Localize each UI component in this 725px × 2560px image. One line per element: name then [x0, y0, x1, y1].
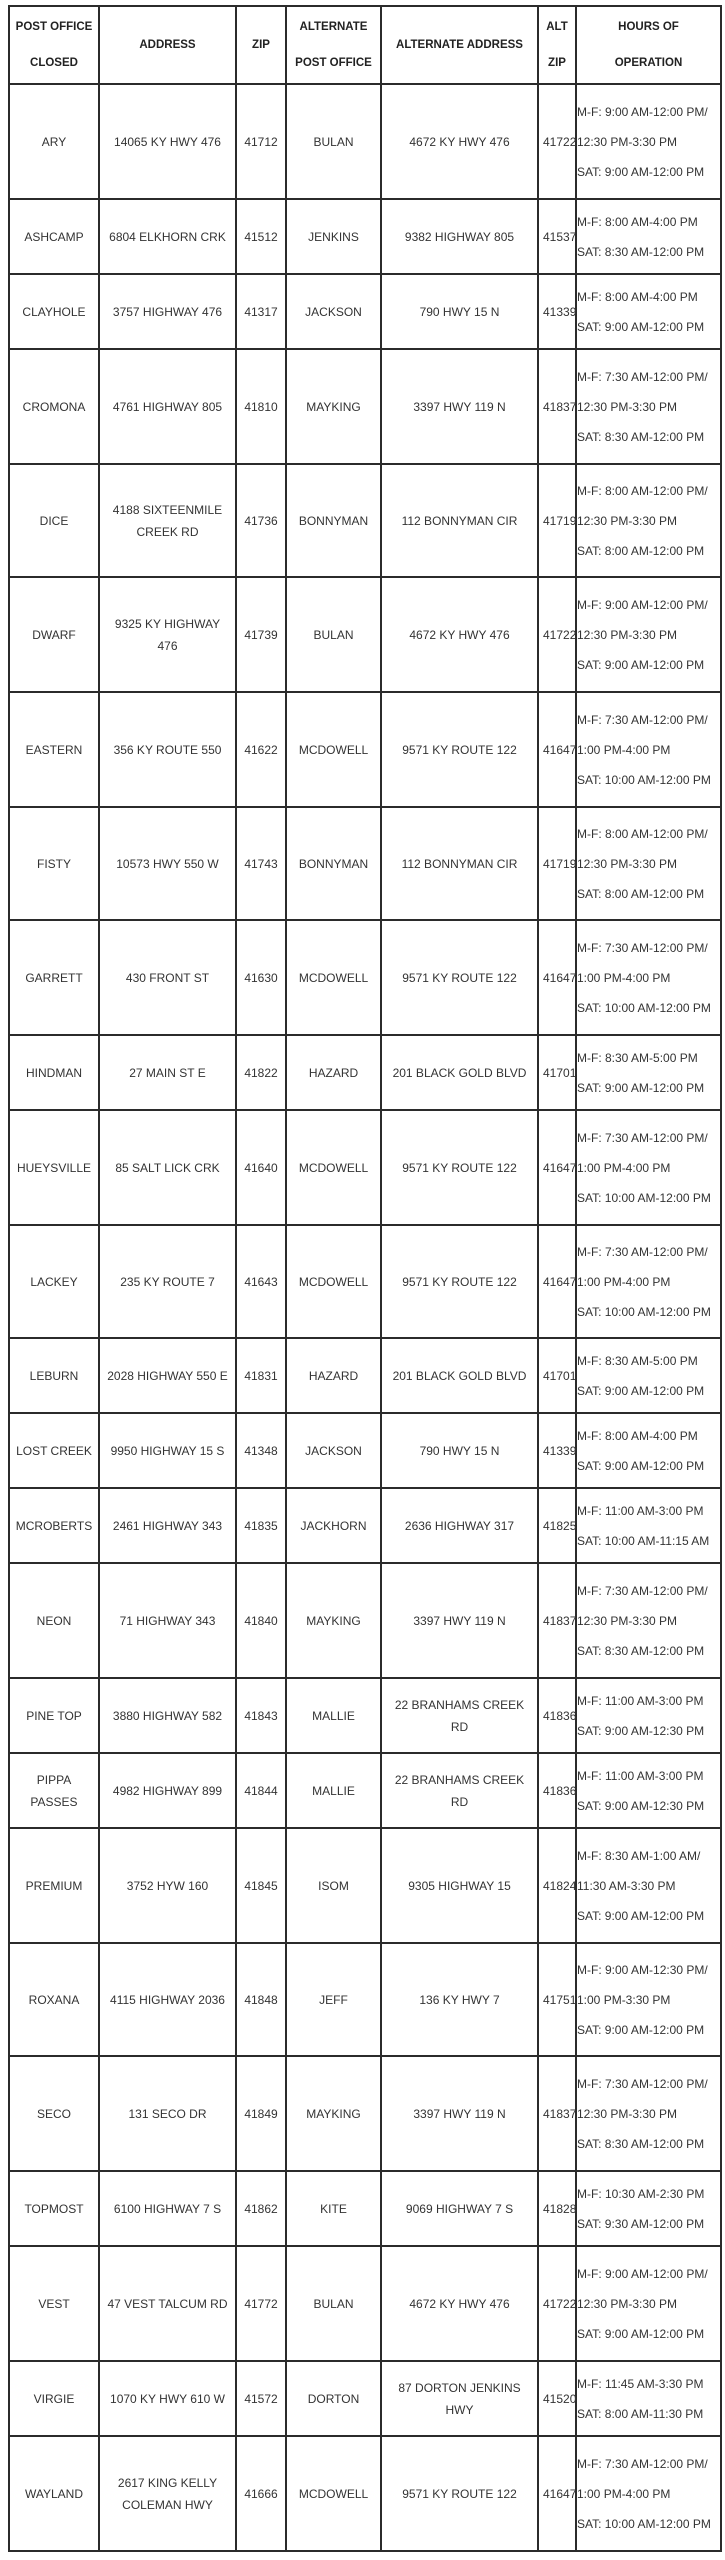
hours-line: SAT: 9:00 AM-12:30 PM: [577, 1798, 705, 1813]
alternate-address-cell: 136 KY HWY 7: [381, 1943, 538, 2056]
hours-line: M-F: 7:30 AM-12:00 PM/: [577, 1130, 708, 1145]
post-office-closed-cell: WAYLAND: [9, 2436, 99, 2551]
alternate-post-office-cell: BULAN: [286, 84, 381, 199]
table-row: [9, 1488, 721, 1563]
table-row: [9, 920, 721, 1035]
alt-zip-cell: 41647: [538, 1110, 576, 1225]
zip-cell: 41840: [236, 1563, 286, 1678]
post-office-closed-cell: EASTERN: [9, 692, 99, 807]
zip-cell: 41743: [236, 807, 286, 920]
post-office-closed-cell: PINE TOP: [9, 1678, 99, 1753]
zip-cell: 41348: [236, 1413, 286, 1488]
alternate-address-cell: 3397 HWY 119 N: [381, 2056, 538, 2171]
alt-zip-cell: 41722: [538, 84, 576, 199]
alternate-post-office-cell: MCDOWELL: [286, 2436, 381, 2551]
address-cell: 4982 HIGHWAY 899: [99, 1753, 236, 1828]
post-office-closed-cell: NEON: [9, 1563, 99, 1678]
address-cell: 14065 KY HWY 476: [99, 84, 236, 199]
zip-cell: 41835: [236, 1488, 286, 1563]
header-address: ADDRESS: [99, 6, 236, 84]
address-cell: 1070 KY HWY 610 W: [99, 2361, 236, 2436]
header-zip: ZIP: [236, 6, 286, 84]
hours-line: M-F: 9:00 AM-12:00 PM/: [577, 2266, 708, 2281]
address-cell: 131 SECO DR: [99, 2056, 236, 2171]
hours-of-operation-cell: [576, 2056, 721, 2171]
zip-cell: 41831: [236, 1338, 286, 1413]
table-row: [9, 464, 721, 577]
post-office-closed-cell: CLAYHOLE: [9, 274, 99, 349]
hours-of-operation-cell: [576, 807, 721, 920]
alternate-address-cell: 9571 KY ROUTE 122: [381, 2436, 538, 2551]
alt-zip-cell: 41722: [538, 2246, 576, 2361]
hours-of-operation-cell: [576, 84, 721, 199]
alt-zip-cell: 41339: [538, 274, 576, 349]
hours-line: SAT: 8:00 AM-11:30 PM: [577, 2406, 704, 2421]
alternate-address-cell: 3397 HWY 119 N: [381, 1563, 538, 1678]
alt-zip-cell: 41825: [538, 1488, 576, 1563]
alternate-address-cell: 4672 KY HWY 476: [381, 2246, 538, 2361]
alternate-post-office-cell: JEFF: [286, 1943, 381, 2056]
zip-cell: 41848: [236, 1943, 286, 2056]
table-row: [9, 577, 721, 692]
address-cell: 6100 HIGHWAY 7 S: [99, 2171, 236, 2246]
hours-line: M-F: 11:00 AM-3:00 PM: [577, 1503, 704, 1518]
hours-of-operation-cell: [576, 2361, 721, 2436]
hours-line: SAT: 9:00 AM-12:00 PM: [577, 1383, 705, 1398]
address-cell: 3880 HIGHWAY 582: [99, 1678, 236, 1753]
hours-line: SAT: 8:30 AM-12:00 PM: [577, 429, 705, 444]
address-cell: 71 HIGHWAY 343: [99, 1563, 236, 1678]
alt-zip-cell: 41719: [538, 464, 576, 577]
header-post-office-closed: POST OFFICE CLOSED: [9, 6, 99, 84]
alternate-post-office-cell: KITE: [286, 2171, 381, 2246]
alternate-address-cell: 4672 KY HWY 476: [381, 577, 538, 692]
table-row: [9, 2361, 721, 2436]
hours-line: 11:30 AM-3:30 PM: [577, 1878, 676, 1893]
alt-zip-cell: 41751: [538, 1943, 576, 2056]
table-body: [9, 84, 721, 2551]
hours-line: 1:00 PM-4:00 PM: [577, 2486, 671, 2501]
post-office-closed-cell: FISTY: [9, 807, 99, 920]
hours-line: SAT: 9:00 AM-12:00 PM: [577, 2326, 705, 2341]
zip-cell: 41849: [236, 2056, 286, 2171]
table-row: [9, 1943, 721, 2056]
table-header-row: [9, 6, 721, 84]
table-row: [9, 1035, 721, 1110]
header-hours-of-operation: HOURS OF OPERATION: [576, 6, 721, 84]
hours-line: 1:00 PM-4:00 PM: [577, 1160, 671, 1175]
alt-zip-cell: 41647: [538, 692, 576, 807]
alternate-post-office-cell: HAZARD: [286, 1338, 381, 1413]
alt-zip-cell: 41836: [538, 1753, 576, 1828]
hours-line: M-F: 8:00 AM-12:00 PM/: [577, 483, 708, 498]
alternate-address-cell: 9382 HIGHWAY 805: [381, 199, 538, 274]
hours-line: SAT: 9:00 AM-12:00 PM: [577, 319, 705, 334]
alt-zip-cell: 41722: [538, 577, 576, 692]
address-cell: 4115 HIGHWAY 2036: [99, 1943, 236, 2056]
address-cell: 3757 HIGHWAY 476: [99, 274, 236, 349]
alternate-post-office-cell: DORTON: [286, 2361, 381, 2436]
alternate-address-cell: 2636 HIGHWAY 317: [381, 1488, 538, 1563]
table-row: [9, 692, 721, 807]
hours-line: SAT: 9:00 AM-12:30 PM: [577, 1723, 705, 1738]
table-row: [9, 1753, 721, 1828]
alternate-address-cell: 9305 HIGHWAY 15: [381, 1828, 538, 1943]
post-office-closed-cell: LOST CREEK: [9, 1413, 99, 1488]
address-cell: 6804 ELKHORN CRK: [99, 199, 236, 274]
post-office-closed-cell: LACKEY: [9, 1225, 99, 1338]
zip-cell: 41622: [236, 692, 286, 807]
hours-of-operation-cell: [576, 1413, 721, 1488]
address-cell: 9950 HIGHWAY 15 S: [99, 1413, 236, 1488]
post-office-closed-cell: CROMONA: [9, 349, 99, 464]
zip-cell: 41736: [236, 464, 286, 577]
zip-cell: 41666: [236, 2436, 286, 2551]
alt-zip-cell: 41719: [538, 807, 576, 920]
alt-zip-cell: 41837: [538, 349, 576, 464]
table-row: [9, 2246, 721, 2361]
hours-of-operation-cell: [576, 2436, 721, 2551]
zip-cell: 41572: [236, 2361, 286, 2436]
zip-cell: 41843: [236, 1678, 286, 1753]
post-office-closed-cell: PIPPA PASSES: [9, 1753, 99, 1828]
alternate-address-cell: 9069 HIGHWAY 7 S: [381, 2171, 538, 2246]
alternate-post-office-cell: MAYKING: [286, 2056, 381, 2171]
table-row: [9, 84, 721, 199]
table-row: [9, 1225, 721, 1338]
table-row: [9, 1110, 721, 1225]
address-cell: 3752 HYW 160: [99, 1828, 236, 1943]
address-cell: 4188 SIXTEENMILE CREEK RD: [99, 464, 236, 577]
hours-of-operation-cell: [576, 1678, 721, 1753]
alternate-address-cell: 201 BLACK GOLD BLVD: [381, 1338, 538, 1413]
post-office-closed-cell: HUEYSVILLE: [9, 1110, 99, 1225]
hours-line: M-F: 7:30 AM-12:00 PM/: [577, 1244, 708, 1259]
post-office-closures-table: [8, 5, 722, 2552]
alternate-address-cell: 790 HWY 15 N: [381, 1413, 538, 1488]
alt-zip-cell: 41647: [538, 1225, 576, 1338]
address-cell: 2461 HIGHWAY 343: [99, 1488, 236, 1563]
alternate-address-cell: 9571 KY ROUTE 122: [381, 1225, 538, 1338]
hours-line: SAT: 9:30 AM-12:00 PM: [577, 2216, 705, 2231]
hours-line: 12:30 PM-3:30 PM: [577, 513, 678, 528]
address-cell: 2617 KING KELLY COLEMAN HWY: [99, 2436, 236, 2551]
hours-line: M-F: 8:30 AM-1:00 AM/: [577, 1848, 701, 1863]
post-office-closed-cell: HINDMAN: [9, 1035, 99, 1110]
alternate-address-cell: 790 HWY 15 N: [381, 274, 538, 349]
table-row: [9, 349, 721, 464]
hours-line: SAT: 9:00 AM-12:00 PM: [577, 2022, 705, 2037]
post-office-closed-cell: MCROBERTS: [9, 1488, 99, 1563]
hours-of-operation-cell: [576, 577, 721, 692]
hours-line: M-F: 11:00 AM-3:00 PM: [577, 1693, 704, 1708]
hours-line: SAT: 8:30 AM-12:00 PM: [577, 244, 705, 259]
address-cell: 235 KY ROUTE 7: [99, 1225, 236, 1338]
hours-line: SAT: 9:00 AM-12:00 PM: [577, 164, 705, 179]
alt-zip-cell: 41647: [538, 920, 576, 1035]
zip-cell: 41822: [236, 1035, 286, 1110]
alternate-address-cell: 112 BONNYMAN CIR: [381, 807, 538, 920]
post-office-closed-cell: SECO: [9, 2056, 99, 2171]
alternate-post-office-cell: JACKHORN: [286, 1488, 381, 1563]
hours-line: 12:30 PM-3:30 PM: [577, 134, 678, 149]
alternate-address-cell: 3397 HWY 119 N: [381, 349, 538, 464]
address-cell: 356 KY ROUTE 550: [99, 692, 236, 807]
hours-of-operation-cell: [576, 1110, 721, 1225]
zip-cell: 41630: [236, 920, 286, 1035]
hours-line: M-F: 7:30 AM-12:00 PM/: [577, 1583, 708, 1598]
hours-of-operation-cell: [576, 1225, 721, 1338]
hours-of-operation-cell: [576, 1828, 721, 1943]
hours-line: 12:30 PM-3:30 PM: [577, 2106, 678, 2121]
hours-line: M-F: 8:00 AM-4:00 PM: [577, 289, 698, 304]
alternate-address-cell: 22 BRANHAMS CREEK RD: [381, 1678, 538, 1753]
alt-zip-cell: 41837: [538, 1563, 576, 1678]
alternate-address-cell: 9571 KY ROUTE 122: [381, 920, 538, 1035]
hours-line: M-F: 9:00 AM-12:00 PM/: [577, 597, 708, 612]
alternate-address-cell: 9571 KY ROUTE 122: [381, 1110, 538, 1225]
post-office-closed-cell: LEBURN: [9, 1338, 99, 1413]
hours-of-operation-cell: [576, 1943, 721, 2056]
alternate-post-office-cell: MCDOWELL: [286, 920, 381, 1035]
hours-line: M-F: 8:00 AM-12:00 PM/: [577, 826, 708, 841]
alt-zip-cell: 41647: [538, 2436, 576, 2551]
alt-zip-cell: 41701: [538, 1035, 576, 1110]
hours-line: SAT: 9:00 AM-12:00 PM: [577, 1458, 705, 1473]
address-cell: 4761 HIGHWAY 805: [99, 349, 236, 464]
hours-line: M-F: 11:45 AM-3:30 PM: [577, 2376, 704, 2391]
hours-of-operation-cell: [576, 1035, 721, 1110]
alt-zip-cell: 41828: [538, 2171, 576, 2246]
post-office-closed-cell: VEST: [9, 2246, 99, 2361]
hours-line: 12:30 PM-3:30 PM: [577, 856, 678, 871]
hours-line: SAT: 8:00 AM-12:00 PM: [577, 543, 705, 558]
alternate-address-cell: 9571 KY ROUTE 122: [381, 692, 538, 807]
hours-line: M-F: 10:30 AM-2:30 PM: [577, 2186, 705, 2201]
table-row: [9, 2171, 721, 2246]
hours-line: M-F: 8:00 AM-4:00 PM: [577, 1428, 698, 1443]
hours-line: M-F: 8:00 AM-4:00 PM: [577, 214, 698, 229]
alternate-post-office-cell: MCDOWELL: [286, 1225, 381, 1338]
hours-line: 1:00 PM-4:00 PM: [577, 970, 671, 985]
alt-zip-cell: 41701: [538, 1338, 576, 1413]
hours-of-operation-cell: [576, 2246, 721, 2361]
zip-cell: 41739: [236, 577, 286, 692]
hours-line: SAT: 8:30 AM-12:00 PM: [577, 1643, 705, 1658]
post-office-closed-cell: ASHCAMP: [9, 199, 99, 274]
zip-cell: 41845: [236, 1828, 286, 1943]
address-cell: 47 VEST TALCUM RD: [99, 2246, 236, 2361]
hours-line: M-F: 8:30 AM-5:00 PM: [577, 1050, 698, 1065]
address-cell: 9325 KY HIGHWAY 476: [99, 577, 236, 692]
post-office-closed-cell: ROXANA: [9, 1943, 99, 2056]
alternate-post-office-cell: BULAN: [286, 577, 381, 692]
hours-of-operation-cell: [576, 1488, 721, 1563]
table-row: [9, 1338, 721, 1413]
alternate-post-office-cell: BONNYMAN: [286, 464, 381, 577]
table-row: [9, 1828, 721, 1943]
hours-line: SAT: 9:00 AM-12:00 PM: [577, 1908, 705, 1923]
alternate-post-office-cell: ISOM: [286, 1828, 381, 1943]
hours-line: SAT: 10:00 AM-12:00 PM: [577, 772, 711, 787]
alt-zip-cell: 41837: [538, 2056, 576, 2171]
alternate-post-office-cell: BULAN: [286, 2246, 381, 2361]
alternate-address-cell: 201 BLACK GOLD BLVD: [381, 1035, 538, 1110]
alternate-address-cell: 112 BONNYMAN CIR: [381, 464, 538, 577]
alt-zip-cell: 41824: [538, 1828, 576, 1943]
zip-cell: 41640: [236, 1110, 286, 1225]
table-row: [9, 2436, 721, 2551]
hours-line: SAT: 9:00 AM-12:00 PM: [577, 1080, 705, 1095]
address-cell: 27 MAIN ST E: [99, 1035, 236, 1110]
hours-line: M-F: 8:30 AM-5:00 PM: [577, 1353, 698, 1368]
alternate-post-office-cell: MALLIE: [286, 1753, 381, 1828]
alternate-post-office-cell: MAYKING: [286, 349, 381, 464]
zip-cell: 41862: [236, 2171, 286, 2246]
hours-line: SAT: 10:00 AM-12:00 PM: [577, 1000, 711, 1015]
hours-of-operation-cell: [576, 464, 721, 577]
zip-cell: 41772: [236, 2246, 286, 2361]
post-office-closed-cell: DWARF: [9, 577, 99, 692]
table-row: [9, 2056, 721, 2171]
zip-cell: 41712: [236, 84, 286, 199]
hours-line: M-F: 11:00 AM-3:00 PM: [577, 1768, 704, 1783]
table-row: [9, 1413, 721, 1488]
hours-line: M-F: 7:30 AM-12:00 PM/: [577, 369, 708, 384]
zip-cell: 41512: [236, 199, 286, 274]
alternate-address-cell: 87 DORTON JENKINS HWY: [381, 2361, 538, 2436]
hours-line: SAT: 10:00 AM-12:00 PM: [577, 2516, 711, 2531]
hours-of-operation-cell: [576, 2171, 721, 2246]
alternate-post-office-cell: MCDOWELL: [286, 692, 381, 807]
table-row: [9, 274, 721, 349]
post-office-closed-cell: TOPMOST: [9, 2171, 99, 2246]
hours-line: SAT: 10:00 AM-12:00 PM: [577, 1304, 711, 1319]
zip-cell: 41643: [236, 1225, 286, 1338]
zip-cell: 41317: [236, 274, 286, 349]
hours-line: M-F: 9:00 AM-12:00 PM/: [577, 104, 708, 119]
post-office-closed-cell: VIRGIE: [9, 2361, 99, 2436]
alt-zip-cell: 41537: [538, 199, 576, 274]
header-alt-zip: ALT ZIP: [538, 6, 576, 84]
hours-line: SAT: 8:30 AM-12:00 PM: [577, 2136, 705, 2151]
alternate-post-office-cell: HAZARD: [286, 1035, 381, 1110]
alternate-post-office-cell: MAYKING: [286, 1563, 381, 1678]
hours-of-operation-cell: [576, 199, 721, 274]
alternate-post-office-cell: JENKINS: [286, 199, 381, 274]
hours-line: 1:00 PM-4:00 PM: [577, 1274, 671, 1289]
table-row: [9, 1563, 721, 1678]
hours-of-operation-cell: [576, 692, 721, 807]
post-office-closed-cell: DICE: [9, 464, 99, 577]
hours-line: M-F: 7:30 AM-12:00 PM/: [577, 940, 708, 955]
post-office-closed-cell: ARY: [9, 84, 99, 199]
hours-line: 12:30 PM-3:30 PM: [577, 1613, 678, 1628]
hours-line: 1:00 PM-4:00 PM: [577, 742, 671, 757]
hours-line: SAT: 9:00 AM-12:00 PM: [577, 657, 705, 672]
zip-cell: 41844: [236, 1753, 286, 1828]
zip-cell: 41810: [236, 349, 286, 464]
alternate-address-cell: 4672 KY HWY 476: [381, 84, 538, 199]
address-cell: 2028 HIGHWAY 550 E: [99, 1338, 236, 1413]
alternate-post-office-cell: BONNYMAN: [286, 807, 381, 920]
alt-zip-cell: 41836: [538, 1678, 576, 1753]
hours-line: 12:30 PM-3:30 PM: [577, 627, 678, 642]
header-alternate-post-office: ALTERNATE POST OFFICE: [286, 6, 381, 84]
alternate-post-office-cell: MALLIE: [286, 1678, 381, 1753]
address-cell: 10573 HWY 550 W: [99, 807, 236, 920]
address-cell: 85 SALT LICK CRK: [99, 1110, 236, 1225]
hours-line: M-F: 9:00 AM-12:30 PM/: [577, 1962, 708, 1977]
hours-of-operation-cell: [576, 1563, 721, 1678]
hours-line: M-F: 7:30 AM-12:00 PM/: [577, 712, 708, 727]
address-cell: 430 FRONT ST: [99, 920, 236, 1035]
hours-line: SAT: 10:00 AM-12:00 PM: [577, 1190, 711, 1205]
hours-of-operation-cell: [576, 920, 721, 1035]
table-row: [9, 1678, 721, 1753]
post-office-closed-cell: GARRETT: [9, 920, 99, 1035]
alternate-post-office-cell: JACKSON: [286, 1413, 381, 1488]
table-row: [9, 807, 721, 920]
hours-line: SAT: 10:00 AM-11:15 AM: [577, 1533, 710, 1548]
hours-line: 12:30 PM-3:30 PM: [577, 2296, 678, 2311]
hours-of-operation-cell: [576, 274, 721, 349]
hours-of-operation-cell: [576, 1338, 721, 1413]
header-alternate-address: ALTERNATE ADDRESS: [381, 6, 538, 84]
table-row: [9, 199, 721, 274]
hours-line: 12:30 PM-3:30 PM: [577, 399, 678, 414]
alt-zip-cell: 41339: [538, 1413, 576, 1488]
alternate-post-office-cell: MCDOWELL: [286, 1110, 381, 1225]
hours-line: M-F: 7:30 AM-12:00 PM/: [577, 2076, 708, 2091]
alternate-post-office-cell: JACKSON: [286, 274, 381, 349]
hours-of-operation-cell: [576, 349, 721, 464]
alternate-address-cell: 22 BRANHAMS CREEK RD: [381, 1753, 538, 1828]
post-office-closed-cell: PREMIUM: [9, 1828, 99, 1943]
hours-line: SAT: 8:00 AM-12:00 PM: [577, 886, 705, 901]
alt-zip-cell: 41520: [538, 2361, 576, 2436]
hours-of-operation-cell: [576, 1753, 721, 1828]
hours-line: 1:00 PM-3:30 PM: [577, 1992, 671, 2007]
hours-line: M-F: 7:30 AM-12:00 PM/: [577, 2456, 708, 2471]
